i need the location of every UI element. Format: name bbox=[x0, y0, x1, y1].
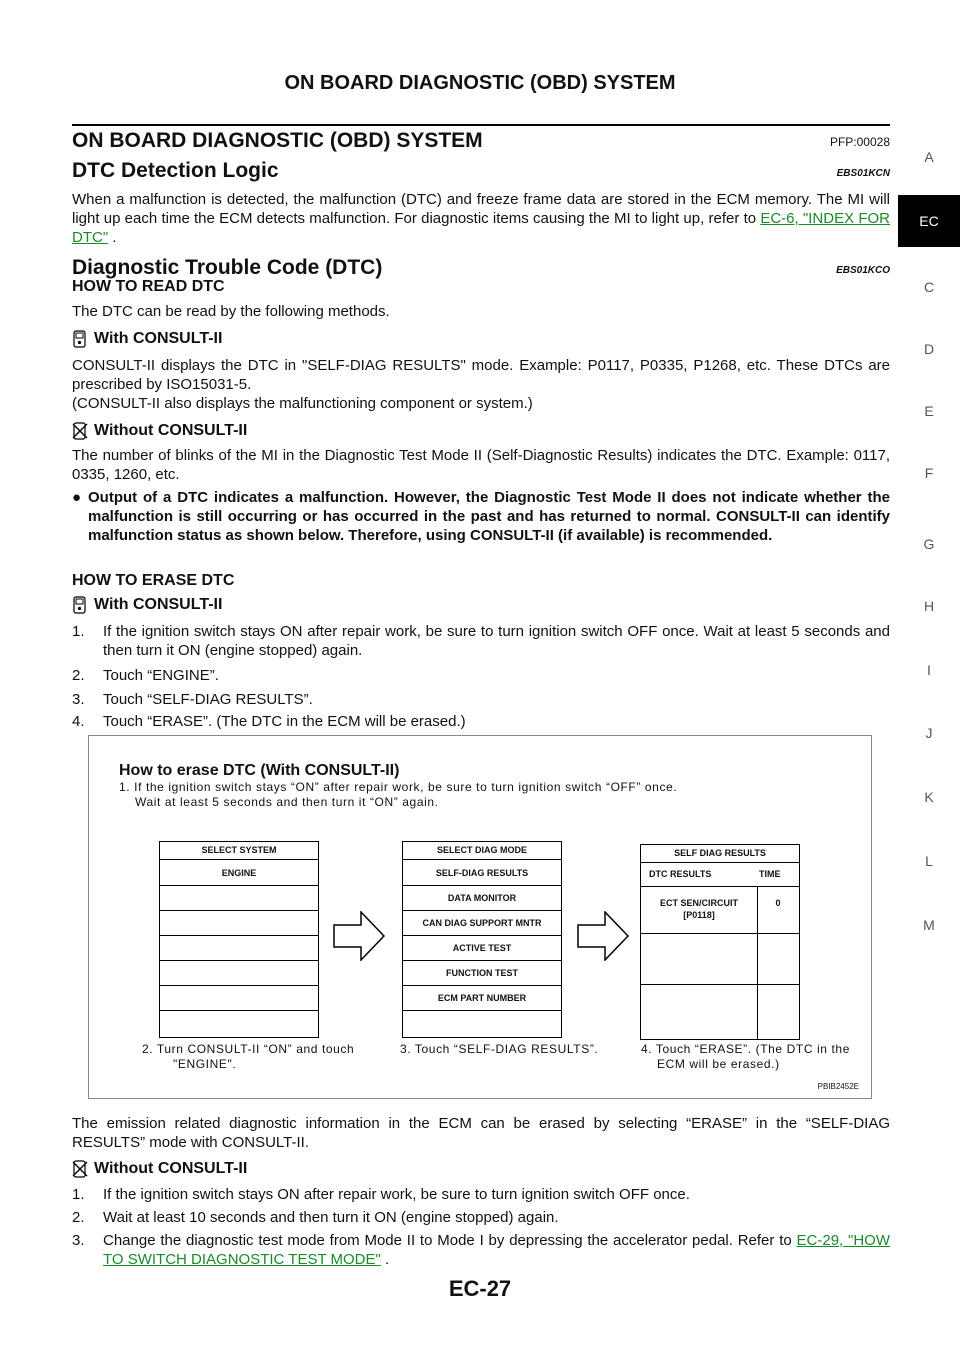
with-consult-text: CONSULT-II displays the DTC in "SELF-DIAG RESULTS" mode. Example: P0117, P0335, P1268, etc. These DTCs are prescribed by ISO15031-5. bbox=[72, 357, 890, 393]
caption-step-4: 4. Touch “ERASE”. (The DTC in the bbox=[641, 1042, 850, 1056]
dtc-note-bullet: ● Output of a DTC indicates a malfunction. However, the Diagnostic Test Mode II does not indicate whether the malfunction is still occurring or has occurred in the past and has returned to normal. CONSULT-II can identify malfunction status as shown below. Therefore, using CONSULT-II (if available) is recommended. bbox=[72, 489, 890, 544]
empty-row bbox=[160, 910, 318, 936]
erase-step-3: 3. Touch “SELF-DIAG RESULTS”. bbox=[72, 691, 313, 708]
empty-row bbox=[160, 885, 318, 911]
read-dtc-title: HOW TO READ DTC bbox=[72, 278, 225, 295]
section-tabs bbox=[898, 0, 960, 1358]
without-consult-heading: Without CONSULT-II bbox=[72, 422, 247, 440]
erase2-step-1: 1. If the ignition switch stays ON after repair work, be sure to turn ignition switch OFF once. bbox=[72, 1186, 690, 1203]
arrow-right-icon bbox=[333, 911, 385, 961]
screen-title: SELECT DIAG MODE bbox=[436, 845, 527, 855]
no-consult-icon bbox=[72, 422, 88, 440]
tab-a[interactable]: A bbox=[924, 149, 934, 165]
select-system-screen bbox=[159, 841, 319, 1038]
no-consult-icon bbox=[72, 1160, 88, 1178]
section-title: ON BOARD DIAGNOSTIC (OBD) SYSTEM bbox=[72, 129, 483, 152]
tab-g[interactable]: G bbox=[923, 536, 935, 552]
tab-c[interactable]: C bbox=[923, 279, 935, 295]
erase-summary-text: The emission related diagnostic information in the ECM can be erased by selecting “ERASE” in the “SELF-DIAG RESULTS” mode with CONSULT-II. bbox=[72, 1115, 890, 1151]
consult-tool-icon bbox=[72, 596, 88, 614]
function-test-item[interactable]: FUNCTION TEST bbox=[403, 960, 561, 986]
column-divider bbox=[757, 886, 758, 1039]
empty-row bbox=[641, 984, 799, 1039]
dtc-code: EBS01KCO bbox=[836, 265, 890, 276]
engine-item[interactable]: ENGINE bbox=[160, 859, 318, 886]
figure-id: PBIB2452E bbox=[817, 1082, 859, 1091]
tab-d[interactable]: D bbox=[923, 341, 935, 357]
erase-step-4: 4. Touch “ERASE”. (The DTC in the ECM will be erased.) bbox=[72, 713, 466, 730]
dtc-logic-paragraph: When a malfunction is detected, the malfunction (DTC) and freeze frame data are stored in the ECM memory. The MI will light up each time the ECM detects malfunction. For diagnostic items causing the MI to light up, refer to EC-6, "INDEX FOR DTC" . bbox=[72, 191, 890, 246]
empty-row bbox=[160, 935, 318, 961]
erase2-step-2: 2. Wait at least 10 seconds and then turn it ON (engine stopped) again. bbox=[72, 1209, 559, 1226]
tab-ec[interactable]: EC bbox=[898, 195, 960, 247]
results-header-row bbox=[641, 862, 799, 887]
dtc-time: 0 bbox=[775, 898, 781, 908]
figure-line-1: 1. If the ignition switch stays “ON” after repair work, be sure to turn ignition switch “OFF” once. bbox=[119, 780, 678, 794]
page-header: ON BOARD DIAGNOSTIC (OBD) SYSTEM bbox=[284, 72, 676, 94]
figure-title: How to erase DTC (With CONSULT-II) bbox=[119, 762, 400, 779]
caption-step-4-cont: ECM will be erased.) bbox=[657, 1057, 780, 1071]
page-number: EC-27 bbox=[448, 1276, 512, 1301]
time-header: TIME bbox=[759, 869, 781, 879]
self-diag-results-screen bbox=[640, 844, 800, 1040]
erase-without-consult-heading: Without CONSULT-II bbox=[72, 1160, 247, 1178]
can-diag-support-item[interactable]: CAN DIAG SUPPORT MNTR bbox=[403, 910, 561, 936]
erase-with-consult-heading: With CONSULT-II bbox=[72, 596, 222, 614]
dtc-result-row bbox=[641, 886, 799, 934]
tab-f[interactable]: F bbox=[924, 465, 934, 481]
arrow-right-icon bbox=[577, 911, 629, 961]
consult-tool-icon bbox=[72, 330, 88, 348]
tab-k[interactable]: K bbox=[924, 789, 934, 805]
empty-row bbox=[160, 960, 318, 986]
caption-step-2: 2. Turn CONSULT-II “ON” and touch bbox=[142, 1042, 355, 1056]
switch-diag-mode-link[interactable]: EC-29, "HOW TO SWITCH DIAGNOSTIC TEST MODE" bbox=[103, 1232, 891, 1268]
with-consult-heading: With CONSULT-II bbox=[72, 330, 222, 348]
erase-dtc-title: HOW TO ERASE DTC bbox=[72, 572, 235, 589]
erase-step-2: 2. Touch “ENGINE”. bbox=[72, 667, 219, 684]
dtc-number: [P0118] bbox=[683, 910, 715, 920]
caption-step-3: 3. Touch “SELF-DIAG RESULTS”. bbox=[400, 1042, 599, 1056]
dtc-name: ECT SEN/CIRCUIT bbox=[659, 898, 738, 908]
ecm-part-number-item[interactable]: ECM PART NUMBER bbox=[403, 985, 561, 1011]
tab-h[interactable]: H bbox=[923, 598, 935, 614]
select-diag-mode-screen bbox=[402, 841, 562, 1038]
read-dtc-intro: The DTC can be read by the following methods. bbox=[72, 303, 390, 320]
dtc-logic-title: DTC Detection Logic bbox=[72, 159, 279, 182]
section-code: PFP:00028 bbox=[829, 135, 890, 149]
without-consult-text: The number of blinks of the MI in the Diagnostic Test Mode II (Self-Diagnostic Results) indicates the DTC. Example: 0117, 0335, 1260, etc. bbox=[72, 447, 890, 483]
erase2-step-3: 3. Change the diagnostic test mode from Mode II to Mode I by depressing the accelerator pedal. Refer to EC-29, "HOW TO SWITCH DIAGNOSTIC TEST MODE" . bbox=[72, 1232, 891, 1268]
screen-title: SELF DIAG RESULTS bbox=[674, 848, 766, 858]
self-diag-results-item[interactable]: SELF-DIAG RESULTS bbox=[403, 859, 561, 886]
header-rule bbox=[72, 124, 890, 126]
dtc-logic-code: EBS01KCN bbox=[836, 168, 890, 179]
caption-step-2-cont: "ENGINE". bbox=[173, 1057, 237, 1071]
figure-line-2: Wait at least 5 seconds and then turn it “ON” again. bbox=[135, 795, 439, 809]
erase-step-1: 1. If the ignition switch stays ON after repair work, be sure to turn ignition switch OFF once. Wait at least 5 seconds and then turn it ON (engine stopped) again. bbox=[72, 623, 890, 659]
bullet-icon: ● bbox=[72, 489, 82, 506]
erase-dtc-figure bbox=[88, 735, 872, 1099]
dtc-results-header: DTC RESULTS bbox=[649, 869, 712, 879]
active-test-item[interactable]: ACTIVE TEST bbox=[403, 935, 561, 961]
tab-m[interactable]: M bbox=[923, 917, 935, 933]
with-consult-text-2: (CONSULT-II also displays the malfunctioning component or system.) bbox=[72, 395, 533, 412]
tab-e[interactable]: E bbox=[924, 403, 934, 419]
index-for-dtc-link[interactable]: EC-6, "INDEX FOR DTC" bbox=[72, 210, 890, 246]
data-monitor-item[interactable]: DATA MONITOR bbox=[403, 885, 561, 911]
empty-row bbox=[641, 933, 799, 985]
tab-l[interactable]: L bbox=[925, 853, 933, 869]
empty-row bbox=[403, 1010, 561, 1037]
empty-row bbox=[160, 1010, 318, 1037]
tab-j[interactable]: J bbox=[925, 725, 933, 741]
empty-row bbox=[160, 985, 318, 1011]
screen-title: SELECT SYSTEM bbox=[201, 845, 277, 855]
dtc-title: Diagnostic Trouble Code (DTC) bbox=[72, 256, 383, 279]
tab-i[interactable]: I bbox=[927, 662, 931, 678]
